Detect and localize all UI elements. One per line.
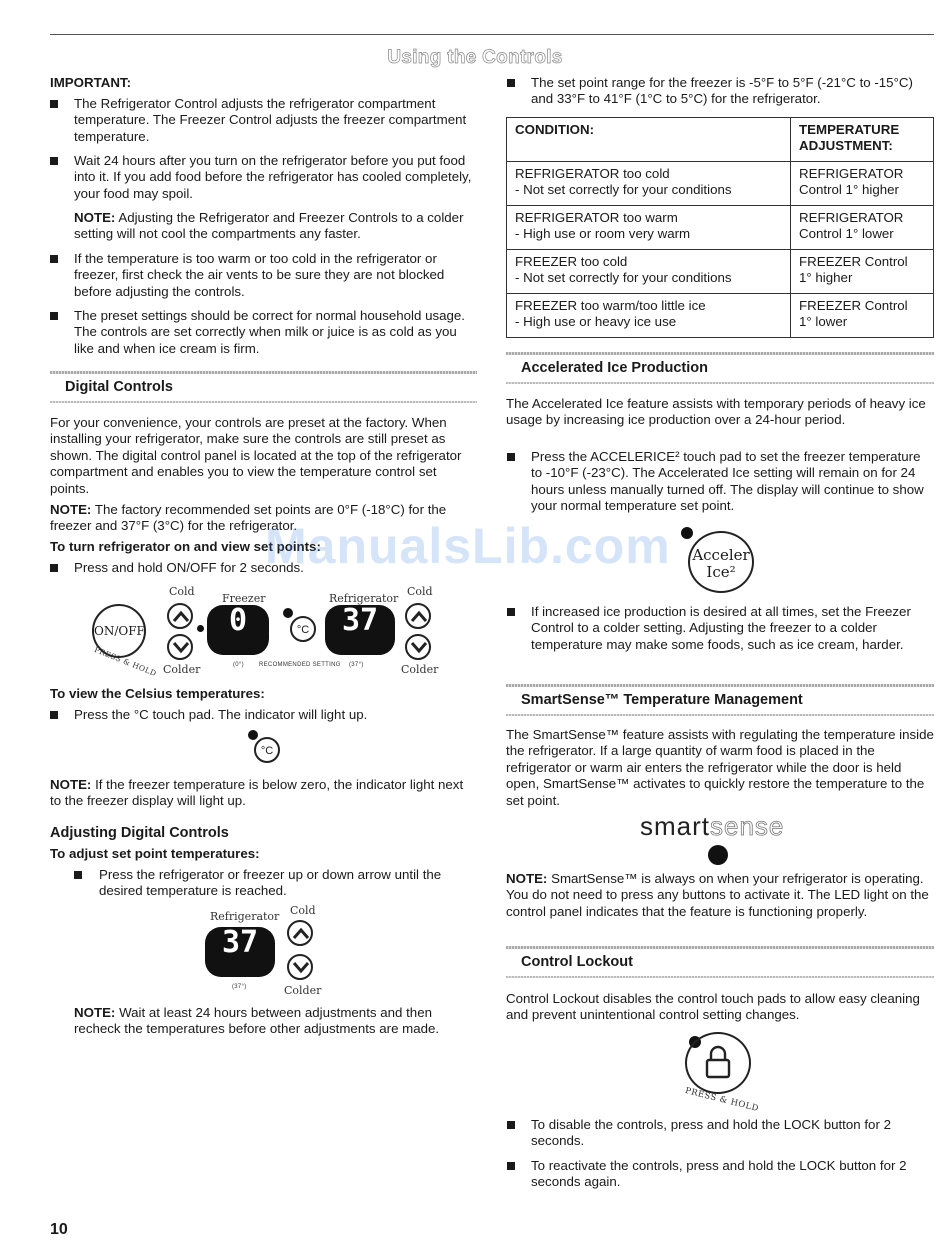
- chevron-up-icon: [172, 609, 190, 623]
- note-smartsense-always-on: NOTE: SmartSense™ is always on when your refrigerator is operating. You do not need to press any buttons to activate it. The LED light on the control panel indicates that the feature is functioning properly.: [506, 871, 929, 919]
- table-cell: REFRIGERATOR too cold - Not set correctly for your conditions: [507, 162, 791, 206]
- smartsense-logo: smartsense: [640, 811, 785, 841]
- table-cell: REFRIGERATOR too warm - High use or room very warm: [507, 206, 791, 250]
- adjust-up-arrow-button[interactable]: [287, 920, 313, 946]
- freezer-up-arrow-button[interactable]: [167, 603, 193, 629]
- table-cell: FREEZER Control 1° lower: [791, 294, 934, 338]
- freezer-display-value: 0: [228, 603, 248, 638]
- table-cell: REFRIGERATOR Control 1° higher: [791, 162, 934, 206]
- freezer-down-arrow-button[interactable]: [167, 634, 193, 660]
- smartsense-led: [708, 845, 728, 865]
- set-point-range-bullet: The set point range for the freezer is -5°F to 5°F (-21°C to -15°C) and 33°F to 41°F (1°C to 5°C) for the refrigerator.: [531, 75, 913, 107]
- adjust-display-value: 37: [221, 925, 259, 960]
- bullet-marker: [507, 608, 515, 616]
- smartsense-paragraph: The SmartSense™ feature assists with regulating the temperature inside the refrigerator. If a large quantity of warm food is placed in the refrigerator or warm air enters the refrigerator while the door is held open, SmartSense™ activates to quickly restore the temperature to the set point.: [506, 727, 934, 808]
- refrigerator-display-value: 37: [341, 603, 379, 638]
- increased-ice-bullet: If increased ice production is desired at all times, set the Freezer Control to a colder setting. Adjusting the freezer to a colder temperature may make some foods, such as ice cream, harder.: [531, 604, 911, 652]
- section-header-control-lockout: Control Lockout: [506, 946, 934, 978]
- accelerice-bullet: Press the ACCELERICE² touch pad to set the freezer temperature to -10°F (-23°C). The Accelerated Ice setting will remain on for 24 hours unless manually turned off. The display will continue to show your normal temperature set point.: [531, 449, 924, 514]
- chevron-down-icon: [410, 640, 428, 654]
- disable-controls-bullet: To disable the controls, press and hold the LOCK button for 2 seconds.: [531, 1117, 891, 1149]
- top-rule: [50, 34, 934, 35]
- chevron-up-icon: [292, 926, 310, 940]
- chevron-down-icon: [292, 960, 310, 974]
- table-row: [507, 206, 934, 250]
- table-row: [507, 162, 934, 206]
- celsius-indicator-light: [283, 608, 293, 618]
- adjust-down-arrow-button[interactable]: [287, 954, 313, 980]
- bullet-marker: [50, 711, 58, 719]
- bullet-marker: [50, 312, 58, 320]
- bullet-marker: [507, 1162, 515, 1170]
- table-row: [507, 294, 934, 338]
- digital-controls-paragraph: For your convenience, your controls are preset at the factory. When installing your refrigerator, make sure the controls are still preset as shown. The digital control panel is located at the top of the refrigerator compartment and enables you to view the temperature control set points.: [50, 415, 462, 496]
- reactivate-controls-bullet: To reactivate the controls, press and hold the LOCK button for 2 seconds again.: [531, 1158, 907, 1190]
- page-title: Using the Controls: [387, 47, 563, 68]
- celsius-heading: To view the Celsius temperatures:: [50, 686, 265, 701]
- colder-label-freezer: Colder: [163, 663, 201, 676]
- accelerice-label-line2: Ice²: [706, 563, 736, 581]
- refrigerator-down-arrow-button[interactable]: [405, 634, 431, 660]
- bullet-marker: [507, 1121, 515, 1129]
- note-factory-setpoints: NOTE: The factory recommended set points are 0°F (-18°C) for the freezer and 37°F (3°C) for the refrigerator.: [50, 502, 447, 534]
- important-label: IMPORTANT:: [50, 75, 132, 90]
- adjust-refrigerator-label: Refrigerator: [210, 910, 280, 923]
- cold-label-refrigerator: Cold: [407, 585, 433, 598]
- watermark: ManualsLib.com: [265, 518, 671, 574]
- lock-press-hold-label: PRESS & HOLD: [683, 1086, 760, 1115]
- important-bullet-4: The preset settings should be correct for normal household usage. The controls are set correctly when milk or juice is as cold as you like and when ice cream is firm.: [74, 308, 466, 356]
- note-adjusting: NOTE: Adjusting the Refrigerator and Freezer Controls to a colder setting will not cool the compartments any faster.: [74, 210, 464, 242]
- section-header-accelerated-ice: Accelerated Ice Production: [506, 352, 934, 384]
- freezer-display: [207, 605, 269, 655]
- celsius-button-label: °C: [296, 624, 310, 636]
- bullet-marker: [74, 871, 82, 879]
- recommended-setting-label: RECOMMENDED SETTING: [259, 662, 341, 668]
- lock-icon: [703, 1044, 733, 1080]
- colder-label-refrigerator: Colder: [401, 663, 439, 676]
- accelerated-ice-paragraph: The Accelerated Ice feature assists with temporary periods of heavy ice usage by increasing ice production over a 24-hour period.: [506, 396, 926, 428]
- celsius-bullet: Press the °C touch pad. The indicator will light up.: [74, 707, 368, 722]
- celsius-indicator-light: [248, 730, 258, 740]
- bullet-marker: [50, 564, 58, 572]
- bullet-marker: [50, 255, 58, 263]
- cold-label-freezer: Cold: [169, 585, 195, 598]
- celsius-touch-pad-label: °C: [260, 745, 274, 757]
- table-header-cell: TEMPERATURE ADJUSTMENT:: [791, 118, 934, 162]
- adjust-subheading: To adjust set point temperatures:: [50, 846, 260, 861]
- celsius-button[interactable]: [290, 616, 316, 642]
- section-header-digital-controls: Digital Controls: [50, 371, 477, 403]
- table-header-cell: CONDITION:: [507, 118, 791, 162]
- bullet-marker: [50, 100, 58, 108]
- turn-on-bullet: Press and hold ON/OFF for 2 seconds.: [74, 560, 304, 575]
- table-cell: REFRIGERATOR Control 1° lower: [791, 206, 934, 250]
- refrigerator-label: Refrigerator: [329, 592, 399, 605]
- adjust-colder-label: Colder: [284, 984, 322, 997]
- celsius-touch-pad[interactable]: [254, 737, 280, 763]
- page-number: 10: [50, 1221, 68, 1238]
- adjusting-heading: Adjusting Digital Controls: [50, 825, 229, 841]
- press-hold-label: PRESS & HOLD: [92, 644, 158, 679]
- turn-on-heading: To turn refrigerator on and view set points:: [50, 539, 321, 554]
- refrigerator-sub-label: (37°): [349, 662, 364, 668]
- chevron-up-icon: [410, 609, 428, 623]
- table-header-row: [507, 118, 934, 162]
- chevron-down-icon: [172, 640, 190, 654]
- accelerice-label-line1: Acceler: [692, 546, 750, 564]
- onoff-label: ON/OFF: [94, 624, 145, 638]
- below-zero-indicator: [197, 625, 204, 632]
- freezer-label: Freezer: [222, 592, 266, 605]
- important-bullet-1: The Refrigerator Control adjusts the refrigerator compartment temperature. The Freezer Control adjusts the freezer compartment temperature.: [74, 96, 467, 144]
- table-row: [507, 250, 934, 294]
- adjust-cold-label: Cold: [290, 904, 316, 917]
- control-lockout-paragraph: Control Lockout disables the control touch pads to allow easy cleaning and prevent unintentional control setting changes.: [506, 991, 920, 1023]
- note-below-zero: NOTE: If the freezer temperature is below zero, the indicator light next to the freezer display will light up.: [50, 777, 464, 809]
- important-bullet-2: Wait 24 hours after you turn on the refrigerator before you put food into it. If you add food before the refrigerator has cooled completely, your food may spoil.: [74, 153, 472, 201]
- note-wait-24-hours: NOTE: Wait at least 24 hours between adjustments and then recheck the temperatures before other adjustments are made.: [74, 1005, 440, 1037]
- accelerice-touch-pad[interactable]: [688, 531, 754, 593]
- bullet-marker: [507, 453, 515, 461]
- bullet-marker: [507, 79, 515, 87]
- refrigerator-up-arrow-button[interactable]: [405, 603, 431, 629]
- important-bullet-3: If the temperature is too warm or too cold in the refrigerator or freezer, first check the air vents to be sure they are not blocked before adjusting the controls.: [74, 251, 445, 299]
- table-cell: FREEZER Control 1° higher: [791, 250, 934, 294]
- adjust-bullet: Press the refrigerator or freezer up or down arrow until the desired temperature is reached.: [99, 867, 442, 899]
- adjust-refrigerator-display: [205, 927, 275, 977]
- condition-table: [506, 117, 934, 338]
- adjust-sub-label: (37°): [232, 984, 247, 990]
- bullet-marker: [50, 157, 58, 165]
- table-cell: FREEZER too cold - Not set correctly for your conditions: [507, 250, 791, 294]
- refrigerator-display: [325, 605, 395, 655]
- section-header-smartsense: SmartSense™ Temperature Management: [506, 684, 934, 716]
- table-cell: FREEZER too warm/too little ice - High use or heavy ice use: [507, 294, 791, 338]
- accelerice-indicator-light: [681, 527, 693, 539]
- freezer-sub-label: (0°): [233, 662, 244, 668]
